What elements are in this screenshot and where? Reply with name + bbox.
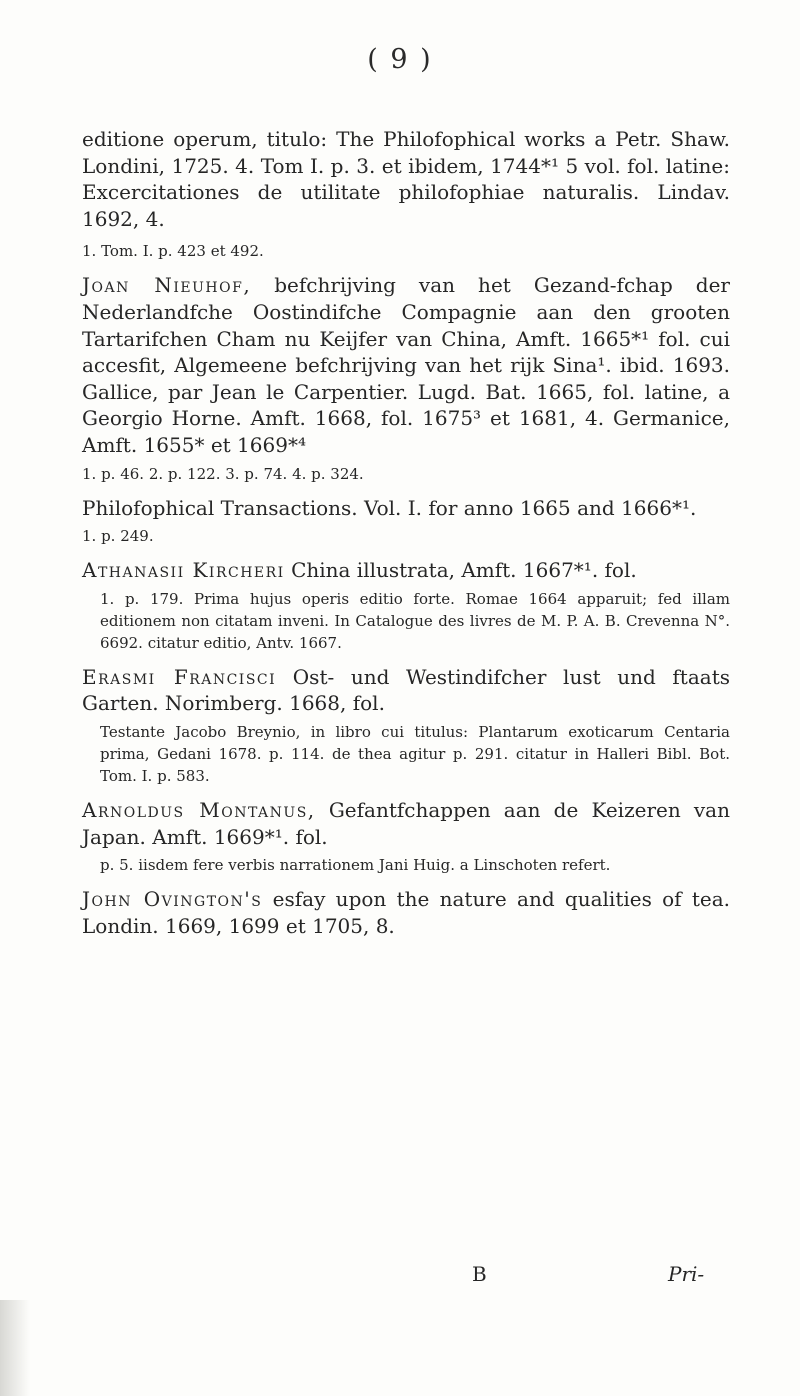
entry-body: Ost- und Westindifcher lust und ftaats Garten. Norimberg. 1668, fol. bbox=[82, 664, 730, 716]
entry-francisci bbox=[82, 664, 730, 717]
entry-montanus bbox=[82, 797, 730, 850]
entry-author: Erasmi Francisci bbox=[82, 664, 277, 689]
footnote: Testante Jacobo Breynio, in libro cui titulus: Plantarum exoticarum Centaria prima, Gedani 1678. p. 114. de thea agitur p. 291. citatur in Halleri Bibl. Bot. Tom. I. p. 583. bbox=[100, 722, 730, 785]
footnote: 1. p. 249. bbox=[82, 527, 154, 546]
entry-continuation: editione operum, titulo: The Philofophical works a Petr. Shaw. Londini, 1725. 4. Tom I. p. 3. et ibidem, 1744*¹ 5 vol. fol. latine: Excercitationes de utilitate philofophiae naturalis. Lindav. 1692, 4. bbox=[82, 127, 730, 231]
footnote: 1. Tom. I. p. 423 et 492. bbox=[82, 242, 264, 261]
entry-body: befchrijving van het Gezand-fchap der Nederlandfche Oostindifche Compagnie aan den grooten Tartarifchen Cham nu Keijfer van China, Amft. 1665*¹ fol. cui accesfit, Algemeene befchrijving van het rijk Sina¹. ibid. 1693. Gallice, par Jean le Carpentier. Lugd. Bat. 1665, fol. latine, a Georgio Horne. Amft. 1668, fol. 1675³ et 1681, 4. Germanice, Amft. 1655* et 1669*⁴ bbox=[82, 273, 730, 457]
entry-body: esfay upon the nature and qualities of tea. Londin. 1669, 1699 et 1705, 8. bbox=[82, 887, 731, 938]
page-number: ( 9 ) bbox=[367, 44, 433, 75]
bibliography-text bbox=[82, 126, 730, 939]
entry-author: John Ovington's bbox=[82, 887, 263, 912]
entry-transactions bbox=[82, 495, 730, 522]
signature-mark: B bbox=[472, 1262, 487, 1286]
footnote: 1. p. 179. Prima hujus operis editio forte. Romae 1664 apparuit; fed illam editionem non citatam inveni. In Catalogue des livres de M. P. A. B. Crevenna N°. 6692. citatur editio, Antv. 1667. bbox=[100, 589, 730, 652]
entry-ovington bbox=[82, 886, 730, 939]
entry-author: Joan Nieuhof, bbox=[82, 273, 252, 298]
entry-body: China illustrata, Amft. 1667*¹. fol. bbox=[291, 558, 637, 583]
entry-nieuhof bbox=[82, 272, 730, 458]
entry-author: Athanasii Kircheri bbox=[82, 558, 285, 583]
entry-author: Arnoldus Montanus, bbox=[82, 797, 316, 822]
entry-body: Gefantfchappen aan de Keizeren van Japan. Amft. 1669*¹. fol. bbox=[82, 797, 730, 849]
entry-kircher bbox=[82, 557, 730, 584]
catchword: Pri- bbox=[668, 1262, 705, 1286]
footnote: p. 5. iisdem fere verbis narrationem Jani Huig. a Linschoten refert. bbox=[100, 856, 611, 875]
footnote: 1. p. 46. 2. p. 122. 3. p. 74. 4. p. 324. bbox=[82, 464, 364, 483]
page-edge-shadow bbox=[0, 1300, 30, 1396]
entry-body: Philofophical Transactions. Vol. I. for anno 1665 and 1666*¹. bbox=[82, 495, 697, 520]
